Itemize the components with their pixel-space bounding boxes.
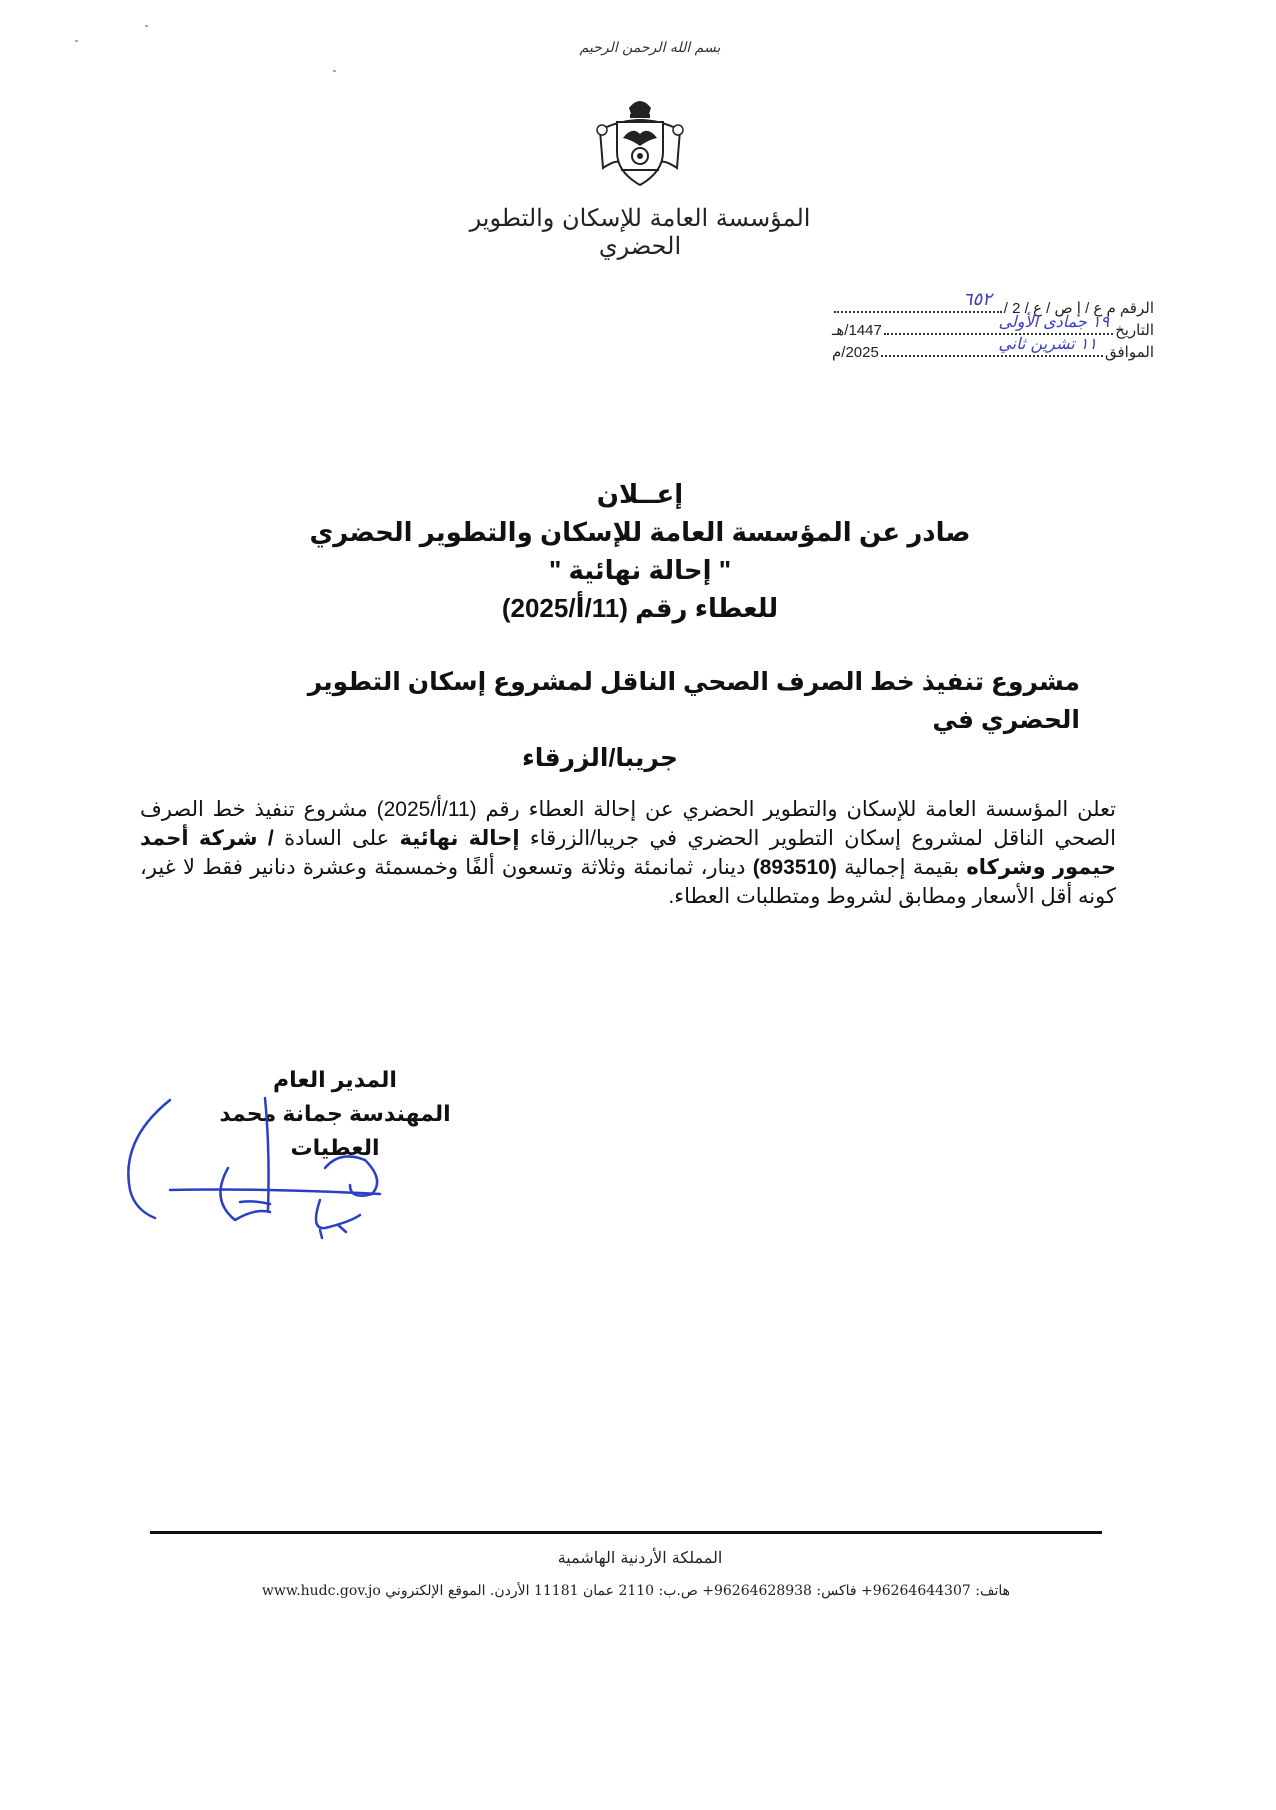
reference-block <box>832 289 1154 364</box>
project-subject-line1: مشروع تنفيذ خط الصرف الصحي الناقل لمشروع إسكان التطوير الحضري في <box>307 668 1080 734</box>
body-amount: (893510) <box>752 856 837 879</box>
announcement-type: " إحالة نهائية " <box>548 555 732 585</box>
reference-corresponding-dots <box>881 334 1103 357</box>
reference-date-handwritten: ١٩ جمادى الأولى <box>998 312 1110 331</box>
scan-speck <box>333 70 336 72</box>
announcement-tender-number: للعطاء رقم (11/أ/2025) <box>501 593 779 623</box>
body-text-part4: دينار، ثمانمئة وثلاثة وتسعون ألفًا وخمسمئة وعشرة دنانير فقط لا غير، كونه أقل الأسعار ومطابق لشروط ومتطلبات العطاء. <box>140 856 1116 908</box>
reference-number-label: الرقم <box>1119 300 1154 317</box>
reference-corresponding-handwritten: ١١ تشرين ثاني <box>998 334 1097 353</box>
announcement-title: إعــلان <box>596 479 684 509</box>
reference-date-row <box>832 312 1154 342</box>
reference-corresponding-value: 2025/م <box>832 344 879 361</box>
reference-date-value: 1447/هـ <box>832 322 882 339</box>
reference-date-label: التاريخ <box>1115 322 1154 339</box>
footer-country: المملكة الأردنية الهاشمية <box>557 1548 723 1567</box>
reference-corresponding-label: الموافق <box>1104 344 1154 361</box>
body-text-part3: بقيمة إجمالية <box>836 856 967 879</box>
handwritten-signature-icon <box>110 1090 450 1250</box>
reference-number-value: م ع / إ ص / ع / 2 / <box>1003 300 1116 317</box>
jordan-coat-of-arms-icon <box>585 90 695 190</box>
organization-name: المؤسسة العامة للإسكان والتطوير الحضري <box>469 204 811 260</box>
announcement-issuer: صادر عن المؤسسة العامة للإسكان والتطوير الحضري <box>309 517 971 547</box>
project-subject-line2: جريبا/الزرقاء <box>522 744 678 772</box>
body-award-type: إحالة نهائية <box>399 827 520 850</box>
body-text-part1: تعلن المؤسسة العامة للإسكان والتطوير الحضري عن إحالة العطاء رقم (11/أ/2025) مشروع تنفيذ خط الصرف الصحي الناقل لمشروع إسكان التطوير الحضري في جريبا/الزرقاء <box>140 798 1117 850</box>
reference-corresponding-row <box>832 334 1154 364</box>
announcement-heading <box>300 475 980 627</box>
reference-number-dots <box>834 289 1002 313</box>
body-text-part2: على السادة <box>273 827 400 850</box>
footer-divider <box>150 1531 1102 1534</box>
scan-speck <box>75 40 78 42</box>
signer-name: المهندسة جمانة محمد العطيات <box>219 1101 451 1160</box>
announcement-body <box>140 795 1116 911</box>
basmala: بسم الله الرحمن الرحيم <box>579 40 721 56</box>
footer-contact-info: هاتف: 96264644307+ فاكس: 96264628938+ ص.ب: 2110 عمان 11181 الأردن. الموقع الإلكتروني www.hudc.gov.jo <box>261 1583 1010 1599</box>
project-subject <box>300 663 1080 777</box>
reference-number-handwritten: ٦٥٢ <box>962 289 992 310</box>
scan-speck <box>145 25 148 27</box>
body-contractor-name: / شركة أحمد حيمور وشركاه <box>140 827 1117 879</box>
signer-title: المدير العام <box>273 1067 397 1092</box>
